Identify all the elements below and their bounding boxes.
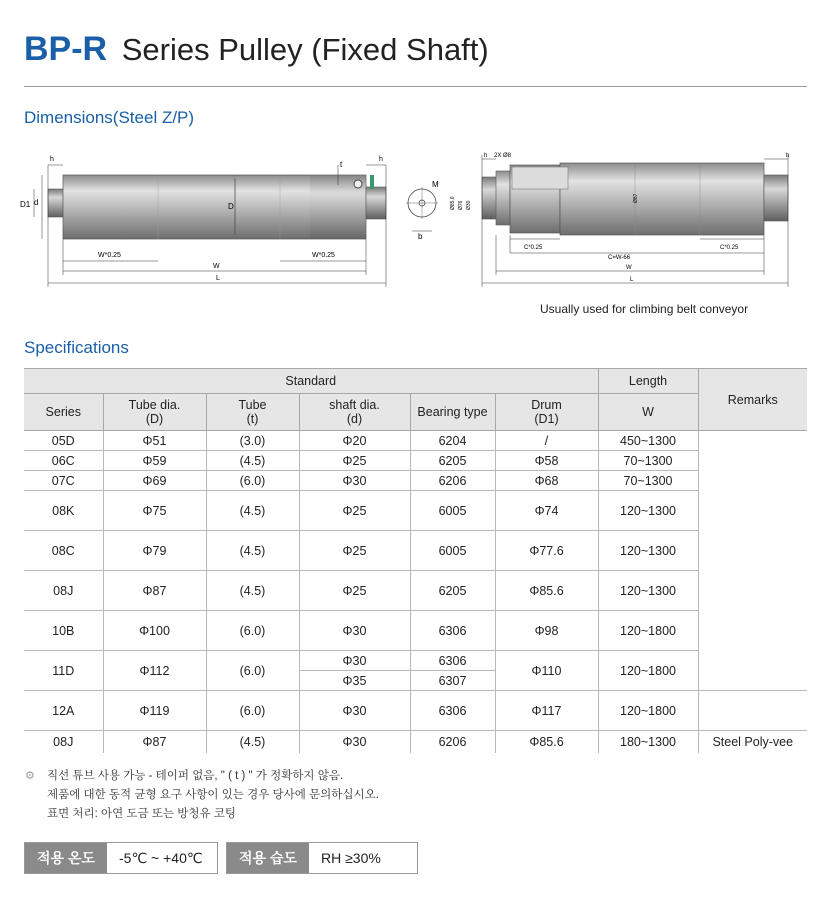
title-paren: (Fixed Shaft) — [311, 32, 489, 67]
dim-label: 2X Ø8 — [494, 153, 512, 159]
dim-label: L — [630, 277, 634, 283]
dimension-drawings — [20, 135, 810, 310]
table-row: 10B Φ100 (6.0) Φ30 6306 Φ98 120~1800 — [24, 611, 807, 651]
gear-icon: ⚙ — [25, 770, 35, 782]
dim-label: W — [626, 265, 632, 271]
note-text: 표면 처리: 아연 도금 또는 방청유 코팅 — [47, 808, 236, 820]
dim-label: Ø76 — [458, 200, 464, 210]
dim-label: h — [379, 156, 383, 163]
table-row: 08K Φ75 (4.5) Φ25 6005 Φ74 120~1300 — [24, 491, 807, 531]
table-row: 11D Φ112 (6.0) Φ30 6306 Φ110 120~1800 — [24, 651, 807, 671]
specifications-heading: Specifications — [24, 338, 129, 357]
col-series: Series — [24, 394, 103, 431]
col-tube-dia: Tube dia. (D) — [103, 394, 206, 431]
dim-label: Ø85.6 — [450, 196, 456, 210]
table-row: 08C Φ79 (4.5) Φ25 6005 Φ77.6 120~1300 — [24, 531, 807, 571]
dim-label: t — [340, 160, 343, 169]
table-row: 07C Φ69 (6.0) Φ30 6206 Φ68 70~1300 — [24, 471, 807, 491]
dim-label: h — [786, 153, 790, 159]
title-text: Series Pulley — [121, 32, 303, 67]
note-text: 제품에 대한 동적 균형 요구 사항이 있는 경우 당사에 문의하십시오. — [47, 789, 379, 801]
dim-label: W*0.25 — [312, 252, 335, 259]
table-row: 12A Φ119 (6.0) Φ30 6306 Φ117 120~1800 — [24, 691, 807, 731]
drawing-note: Usually used for climbing belt conveyor — [540, 302, 749, 316]
dim-label: Ø87 — [633, 193, 639, 203]
note-text: 직선 튜브 사용 가능 - 테이퍼 없음, " ( t ) " 가 정확하지 않음. — [47, 770, 344, 782]
dimensions-heading: Dimensions(Steel Z/P) — [24, 108, 195, 127]
col-bearing: Bearing type — [410, 394, 495, 431]
col-w: W — [598, 394, 698, 431]
remarks-cell: Steel Poly-vee — [698, 731, 807, 753]
dim-label: L — [216, 275, 220, 282]
dim-label: h — [50, 156, 54, 163]
page-title — [24, 30, 489, 69]
dim-label: d — [34, 198, 39, 207]
dim-label: b — [418, 232, 423, 241]
right-pulley-drawing — [450, 153, 789, 287]
col-drum: Drum (D1) — [495, 394, 598, 431]
temperature-label: 적용 온도 — [25, 843, 107, 873]
table-row: 08J Φ87 (4.5) Φ25 6205 Φ85.6 120~1300 — [24, 571, 807, 611]
dim-label: C*0.25 — [720, 245, 739, 251]
specifications-table — [24, 368, 807, 753]
title-divider — [24, 86, 807, 87]
humidity-badge — [226, 842, 418, 874]
dim-label: D — [228, 202, 234, 211]
col-shaft-dia: shaft dia. (d) — [299, 394, 410, 431]
series-code: BP-R — [24, 30, 108, 68]
table-row: 06C Φ59 (4.5) Φ25 6205 Φ58 70~1300 — [24, 451, 807, 471]
dim-label: M — [432, 180, 439, 189]
dim-label: W*0.25 — [98, 252, 121, 259]
notes — [25, 767, 379, 824]
temperature-badge — [24, 842, 218, 874]
dim-label: h — [484, 153, 488, 159]
table-row: 08J Φ87 (4.5) Φ30 6206 Φ85.6 180~1300 Steel Poly-vee — [24, 731, 807, 753]
humidity-value: RH ≥30% — [309, 843, 393, 873]
humidity-label: 적용 습도 — [227, 843, 309, 873]
remarks-cell-empty — [698, 691, 807, 731]
table-row: 05D Φ51 (3.0) Φ20 6204 / 450~1300 — [24, 431, 807, 451]
dim-label: D1 — [20, 200, 31, 209]
table-row: Φ35 6307 — [24, 671, 807, 691]
group-length: Length — [598, 369, 698, 394]
dim-label: C*0.25 — [524, 245, 543, 251]
group-standard: Standard — [24, 369, 598, 394]
col-remarks: Remarks — [698, 369, 807, 431]
dim-label: W — [213, 263, 220, 270]
remarks-cell-empty — [698, 431, 807, 691]
dim-label: Ø30 — [466, 200, 472, 210]
left-pulley-drawing — [20, 156, 439, 287]
dim-label: C=W-66 — [608, 255, 631, 261]
col-tube: Tube (t) — [206, 394, 299, 431]
temperature-value: -5℃ ~ +40℃ — [107, 843, 215, 873]
